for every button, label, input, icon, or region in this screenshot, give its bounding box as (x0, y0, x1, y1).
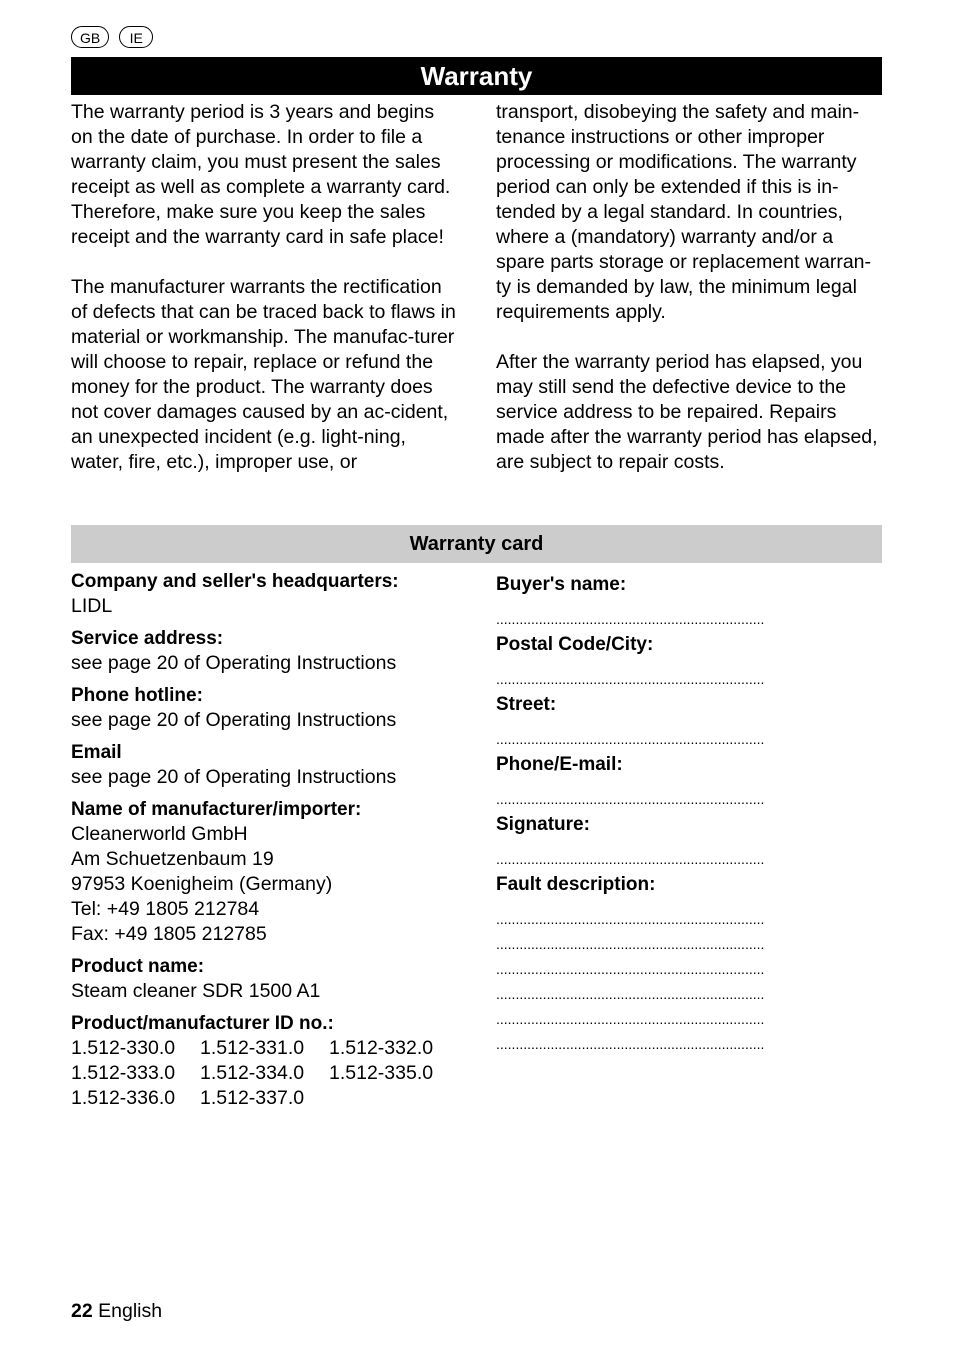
warranty-text-left (71, 100, 461, 475)
product-id: 1.512-331.0 (200, 1037, 305, 1059)
email-label: Email (71, 742, 122, 763)
product-id: 1.512-336.0 (71, 1087, 176, 1109)
product-id: 1.512-334.0 (200, 1062, 305, 1084)
warranty-paragraph-3: transport, disobeying the safety and main-tenance instructions or other improper processing or modifications. The warranty period can only be extended if this is in-tended by a legal standard. In countries, where a (mandatory) warranty and/or a spare parts storage or replacement warran-ty is demanded by law, the minimum legal requirements apply. (496, 101, 872, 323)
email-field (71, 740, 471, 790)
ids-grid (71, 1036, 471, 1111)
signature-label: Signature: (496, 814, 590, 835)
page-footer (71, 1300, 162, 1323)
fault-description-line[interactable]: ..................................................................... (496, 911, 765, 927)
manufacturer-line: Cleanerworld GmbH (71, 823, 248, 845)
fault-description-line[interactable]: ..................................................................... (496, 1036, 765, 1052)
buyer-name-label: Buyer's name: (496, 574, 627, 595)
product-id: 1.512-332.0 (329, 1037, 434, 1059)
phone-field (71, 683, 471, 733)
warranty-paragraph-4: After the warranty period has elapsed, you may still send the defective device to the service address to be repaired. Repairs made after the warranty period has elapsed, are subject to repair costs. (496, 351, 878, 473)
signature-field[interactable]: ..................................................................... (496, 851, 765, 867)
seller-info (71, 569, 471, 1118)
fault-description-line[interactable]: ..................................................................... (496, 961, 765, 977)
page-title: Warranty (71, 57, 882, 95)
company-field (71, 569, 471, 619)
warranty-text-right (496, 100, 886, 475)
footer-language: English (98, 1300, 163, 1322)
product-id: 1.512-335.0 (329, 1062, 434, 1084)
product-id: 1.512-330.0 (71, 1037, 176, 1059)
page-number: 22 (71, 1300, 93, 1322)
manufacturer-line: 97953 Koenigheim (Germany) (71, 873, 333, 895)
warranty-card-title: Warranty card (71, 525, 882, 563)
manufacturer-line: Am Schuetzenbaum 19 (71, 848, 274, 870)
language-badges (71, 26, 153, 48)
product-value: Steam cleaner SDR 1500 A1 (71, 980, 321, 1002)
ids-field (71, 1011, 471, 1111)
service-field (71, 626, 471, 676)
company-value: LIDL (71, 595, 113, 617)
phone-value: see page 20 of Operating Instructions (71, 709, 397, 731)
service-label: Service address: (71, 628, 224, 649)
warranty-paragraph-1: The warranty period is 3 years and begins on the date of purchase. In order to file a warranty claim, you must present the sales receipt as well as complete a warranty card. Therefore, make sure you keep the sales receipt and the warranty card in safe place! (71, 101, 451, 248)
phone-email-label: Phone/E-mail: (496, 754, 623, 775)
manufacturer-line: Fax: +49 1805 212785 (71, 923, 267, 945)
service-value: see page 20 of Operating Instructions (71, 652, 397, 674)
product-field (71, 954, 471, 1004)
badge-gb: GB (71, 26, 109, 48)
postal-label: Postal Code/City: (496, 634, 654, 655)
buyer-name-field[interactable]: ..................................................................... (496, 611, 765, 627)
street-field[interactable]: ..................................................................... (496, 731, 765, 747)
phone-email-field[interactable]: ..................................................................... (496, 791, 765, 807)
fault-description-label: Fault description: (496, 874, 656, 895)
manufacturer-label: Name of manufacturer/importer: (71, 799, 362, 820)
fault-description-line[interactable]: ..................................................................... (496, 1011, 765, 1027)
warranty-paragraph-2: The manufacturer warrants the rectification of defects that can be traced back to flaws in material or workmanship. The manufac-turer will choose to repair, replace or refund the money for the product. The warranty does not cover damages caused by an ac-cident, an unexpected incident (e.g. light-ning, water, fire, etc.), improper use, or (71, 276, 456, 473)
company-label: Company and seller's headquarters: (71, 571, 399, 592)
buyer-form (496, 572, 882, 1057)
postal-field[interactable]: ..................................................................... (496, 671, 765, 687)
fault-description-line[interactable]: ..................................................................... (496, 936, 765, 952)
product-id: 1.512-333.0 (71, 1062, 176, 1084)
fault-description-line[interactable]: ..................................................................... (496, 986, 765, 1002)
product-label: Product name: (71, 956, 205, 977)
phone-label: Phone hotline: (71, 685, 203, 706)
manufacturer-line: Tel: +49 1805 212784 (71, 898, 260, 920)
email-value: see page 20 of Operating Instructions (71, 766, 397, 788)
ids-label: Product/manufacturer ID no.: (71, 1013, 334, 1034)
product-id: 1.512-337.0 (200, 1087, 305, 1109)
street-label: Street: (496, 694, 557, 715)
manufacturer-field (71, 797, 471, 947)
badge-ie: IE (119, 26, 153, 48)
